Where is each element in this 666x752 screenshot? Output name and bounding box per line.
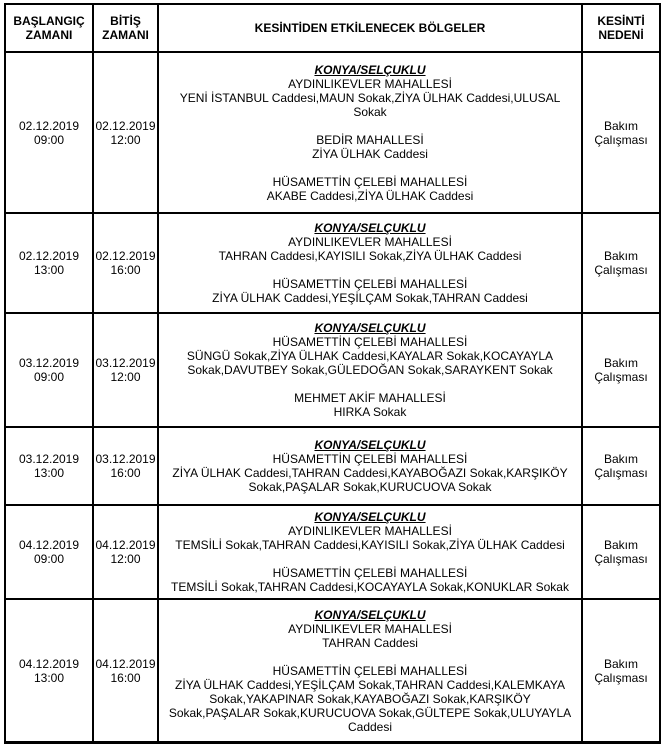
end-date: 03.12.2019	[95, 452, 156, 466]
neighborhood-label: AYDINLIKEVLER MAHALLESİ	[288, 76, 452, 91]
streets-text: TEMSİLİ Sokak,TAHRAN Caddesi,KOCAYAYLA Sokak,KONUKLAR Sokak	[171, 580, 569, 594]
start-date: 02.12.2019	[18, 118, 80, 133]
reason-text: Bakım Çalışması	[594, 249, 648, 277]
reason-cell	[581, 53, 659, 212]
end-time-cell	[92, 314, 157, 426]
end-time-cell	[92, 214, 157, 312]
start-date: 03.12.2019	[18, 356, 80, 370]
streets-text: TAHRAN Caddesi	[322, 635, 418, 650]
region-group	[212, 277, 528, 305]
city-district-label: KONYA/SELÇUKLU	[314, 607, 426, 622]
neighborhood-label: HÜSAMETTİN ÇELEBİ MAHALLESİ	[272, 174, 468, 189]
region-group	[171, 566, 569, 594]
start-time-cell	[6, 314, 92, 426]
end-time: 16:00	[110, 670, 141, 685]
region-group	[165, 664, 575, 734]
regions-cell	[157, 428, 581, 504]
regions-cell	[157, 506, 581, 598]
reason-cell	[581, 314, 659, 426]
streets-text: ZİYA ÜLHAK Caddesi,YEŞİLÇAM Sokak,TAHRAN Caddesi	[212, 291, 528, 305]
reason-cell	[581, 506, 659, 598]
end-time: 12:00	[110, 370, 141, 384]
region-group	[165, 63, 575, 119]
city-district-label: KONYA/SELÇUKLU	[314, 510, 426, 524]
end-time-cell	[92, 53, 157, 212]
start-time-cell	[6, 600, 92, 741]
streets-text: SÜNGÜ Sokak,ZİYA ÜLHAK Caddesi,KAYALAR Sokak,KOCAYAYLA Sokak,DAVUTBEY Sokak,GÜLEDOĞAN Sokak,SARAYKENT Sokak	[186, 349, 554, 377]
start-time: 09:00	[33, 552, 65, 566]
streets-text: ZİYA ÜLHAK Caddesi	[312, 146, 428, 161]
streets-text: ZİYA ÜLHAK Caddesi,YEŞİLÇAM Sokak,TAHRAN Caddesi,KALEMKAYA Sokak,YAKAPINAR Sokak,KAYABOĞAZI Sokak,KARŞIKÖY Sokak,PAŞALAR Sokak,KURUCUOVA Sokak,GÜLTEPE Sokak,ULUYAYLA Caddesi	[168, 677, 572, 734]
start-time-cell	[6, 428, 92, 504]
start-date: 04.12.2019	[18, 656, 80, 671]
header-outage-reason: KESİNTİ NEDENİ	[581, 5, 659, 51]
end-date: 04.12.2019	[95, 656, 156, 671]
table-row	[6, 426, 659, 504]
reason-cell	[581, 600, 659, 741]
region-group	[219, 221, 522, 263]
outage-table	[4, 3, 661, 744]
reason-cell	[581, 428, 659, 504]
end-time-cell	[92, 428, 157, 504]
reason-text: Bakım Çalışması	[594, 118, 648, 147]
start-time: 13:00	[33, 263, 65, 277]
header-start-time: BAŞLANGIÇ ZAMANI	[13, 14, 85, 42]
end-time: 12:00	[110, 132, 141, 147]
start-time: 13:00	[33, 670, 65, 685]
start-time-cell	[6, 214, 92, 312]
regions-cell	[157, 600, 581, 741]
regions-cell	[157, 314, 581, 426]
streets-text: TAHRAN Caddesi,KAYISILI Sokak,ZİYA ÜLHAK Caddesi	[218, 249, 522, 263]
neighborhood-label: HÜSAMETTİN ÇELEBİ MAHALLESİ	[272, 277, 468, 291]
neighborhood-label: AYDINLIKEVLER MAHALLESİ	[288, 524, 452, 538]
start-time-cell	[6, 506, 92, 598]
reason-text: Bakım Çalışması	[594, 538, 648, 566]
region-group	[288, 608, 452, 650]
header-affected-regions: KESİNTİDEN ETKİLENECEK BÖLGELER	[157, 5, 581, 51]
end-date: 04.12.2019	[95, 538, 156, 552]
regions-cell	[157, 53, 581, 212]
end-time: 16:00	[110, 263, 141, 277]
reason-text: Bakım Çalışması	[594, 356, 648, 384]
city-district-label: KONYA/SELÇUKLU	[314, 438, 426, 452]
reason-text: Bakım Çalışması	[594, 656, 648, 685]
start-time-cell	[6, 53, 92, 212]
end-date: 02.12.2019	[95, 118, 156, 133]
end-date: 03.12.2019	[95, 356, 156, 370]
region-group	[267, 175, 474, 203]
streets-text: TEMSİLİ Sokak,TAHRAN Caddesi,KAYISILI Sokak,ZİYA ÜLHAK Caddesi	[175, 538, 565, 552]
streets-text: AKABE Caddesi,ZİYA ÜLHAK Caddesi	[266, 188, 474, 203]
table-row	[6, 212, 659, 312]
neighborhood-label: HÜSAMETTİN ÇELEBİ MAHALLESİ	[272, 663, 468, 678]
start-time: 09:00	[33, 132, 65, 147]
city-district-label: KONYA/SELÇUKLU	[314, 321, 426, 335]
table-body	[6, 51, 659, 741]
table-row	[6, 598, 659, 741]
table-row	[6, 312, 659, 426]
neighborhood-label: AYDINLIKEVLER MAHALLESİ	[288, 621, 452, 636]
region-group	[294, 391, 446, 419]
streets-text: YENİ İSTANBUL Caddesi,MAUN Sokak,ZİYA ÜLHAK Caddesi,ULUSAL Sokak	[179, 90, 561, 119]
streets-text: ZİYA ÜLHAK Caddesi,TAHRAN Caddesi,KAYABOĞAZI Sokak,KARŞIKÖY Sokak,PAŞALAR Sokak,KURUCUOVA Sokak	[172, 466, 568, 494]
city-district-label: KONYA/SELÇUKLU	[314, 221, 426, 235]
start-date: 02.12.2019	[18, 249, 80, 263]
region-group	[175, 510, 564, 552]
table-header-row	[6, 5, 659, 51]
streets-text: HIRKA Sokak	[333, 405, 407, 419]
table-row	[6, 504, 659, 598]
city-district-label: KONYA/SELÇUKLU	[314, 62, 426, 77]
start-date: 03.12.2019	[18, 452, 80, 466]
reason-text: Bakım Çalışması	[594, 452, 648, 480]
end-time-cell	[92, 506, 157, 598]
region-group	[165, 321, 575, 377]
neighborhood-label: MEHMET AKİF MAHALLESİ	[294, 391, 446, 405]
neighborhood-label: HÜSAMETTİN ÇELEBİ MAHALLESİ	[272, 452, 468, 466]
neighborhood-label: BEDİR MAHALLESİ	[316, 132, 424, 147]
region-group	[312, 133, 428, 161]
start-time: 13:00	[33, 466, 65, 480]
neighborhood-label: HÜSAMETTİN ÇELEBİ MAHALLESİ	[272, 566, 468, 580]
header-end-time: BİTİŞ ZAMANI	[92, 5, 157, 51]
table-row	[6, 51, 659, 212]
reason-cell	[581, 214, 659, 312]
start-time: 09:00	[33, 370, 65, 384]
regions-cell	[157, 214, 581, 312]
end-time: 12:00	[110, 552, 141, 566]
start-date: 04.12.2019	[18, 538, 80, 552]
end-date: 02.12.2019	[95, 249, 156, 263]
neighborhood-label: AYDINLIKEVLER MAHALLESİ	[288, 235, 452, 249]
end-time-cell	[92, 600, 157, 741]
region-group	[165, 438, 575, 494]
end-time: 16:00	[110, 466, 141, 480]
neighborhood-label: HÜSAMETTİN ÇELEBİ MAHALLESİ	[272, 335, 468, 349]
